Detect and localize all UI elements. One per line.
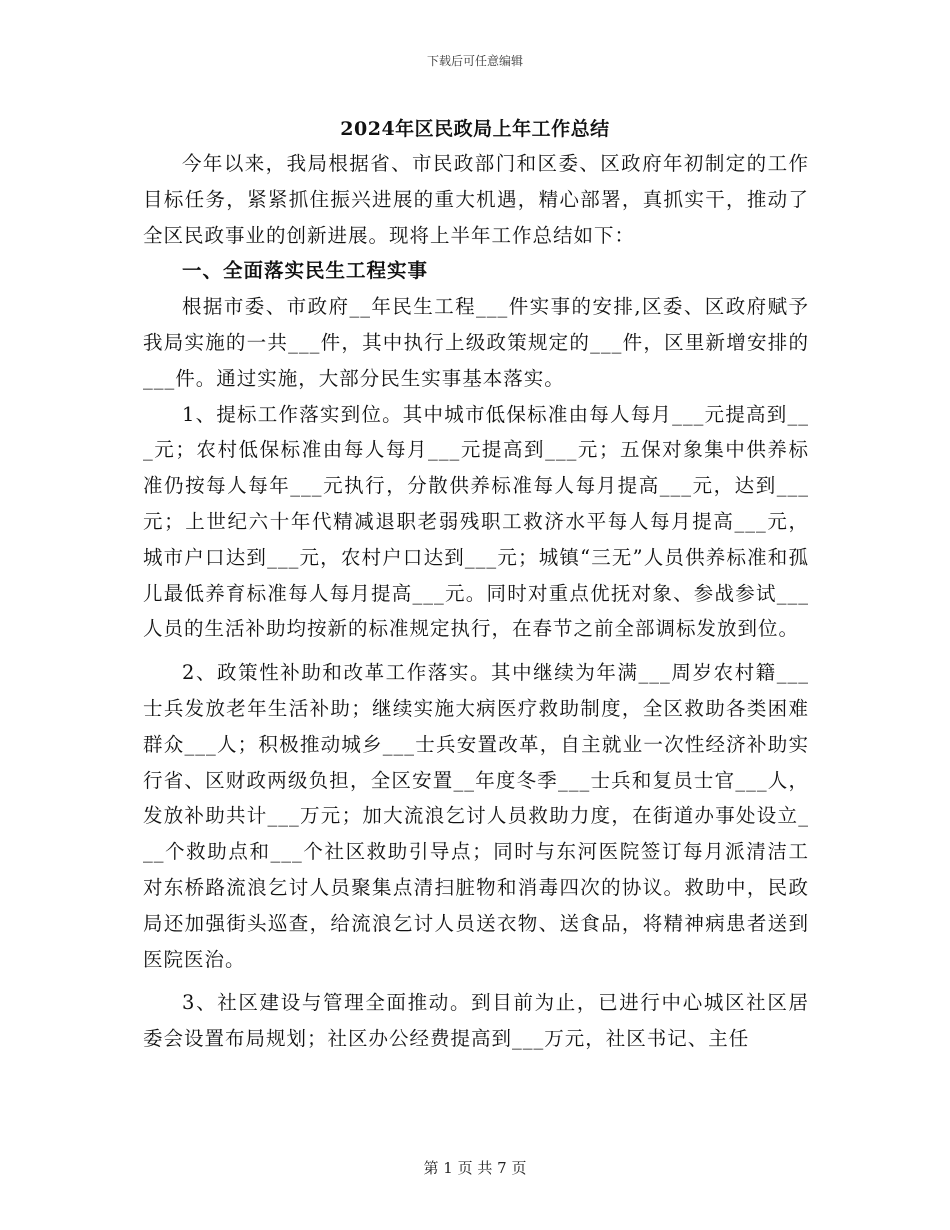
section-1-paragraph: 根据市委、市政府__年民生工程___件实事的安排,区委、区政府赋予我局实施的一共___件，其中执行上级政策规定的___件，区里新增安排的___件。通过实施，大部分民生实事基本落实。 <box>143 295 809 390</box>
page-number: 第 1 页 共 7 页 <box>423 1159 527 1177</box>
document-body <box>143 146 809 1057</box>
intro-paragraph: 今年以来，我局根据省、市民政部门和区委、区政府年初制定的工作目标任务，紧紧抓住振兴进展的重大机遇，精心部署，真抓实干，推动了全区民政事业的创新进展。现将上半年工作总结如下： <box>143 152 809 247</box>
section-heading-1: 一、全面落实民生工程实事 <box>182 259 429 283</box>
item-3-paragraph: 3、社区建设与管理全面推动。到目前为止，已进行中心城区社区居委会设置布局规划；社区办公经费提高到___万元，社区书记、主任 <box>143 991 809 1051</box>
item-1-paragraph: 1、提标工作落实到位。其中城市低保标准由每人每月___元提高到___元；农村低保标准由每人每月___元提高到___元；五保对象集中供养标准仍按每人每年___元执行，分散供养标准每人每月提高___元，达到___元；上世纪六十年代精减退职老弱残职工救济水平每人每月提高___元，城市户口达到___元，农村户口达到___元；城镇“三无”人员供养标准和孤儿最低养育标准每人每月提高___元。同时对重点优抚对象、参战参试___人员的生活补助均按新的标准规定执行，在春节之前全部调标发放到位。 <box>143 402 809 641</box>
item-2-paragraph: 2、政策性补助和改革工作落实。其中继续为年满___周岁农村籍___士兵发放老年生活补助；继续实施大病医疗救助制度，全区救助各类困难群众___人；积极推动城乡___士兵安置改革，自主就业一次性经济补助实行省、区财政两级负担，全区安置__年度冬季___士兵和复员士官___人，发放补助共计___万元；加大流浪乞讨人员救助力度，在街道办事处设立___个救助点和___个社区救助引导点；同时与东河医院签订每月派清洁工对东桥路流浪乞讨人员聚集点清扫脏物和消毒四次的协议。救助中，民政局还加强街头巡查，给流浪乞讨人员送衣物、送食品，将精神病患者送到医院医治。 <box>143 661 809 971</box>
document-title: 2024年区民政局上年工作总结 <box>340 118 610 140</box>
header-note: 下载后可任意编辑 <box>426 54 523 68</box>
